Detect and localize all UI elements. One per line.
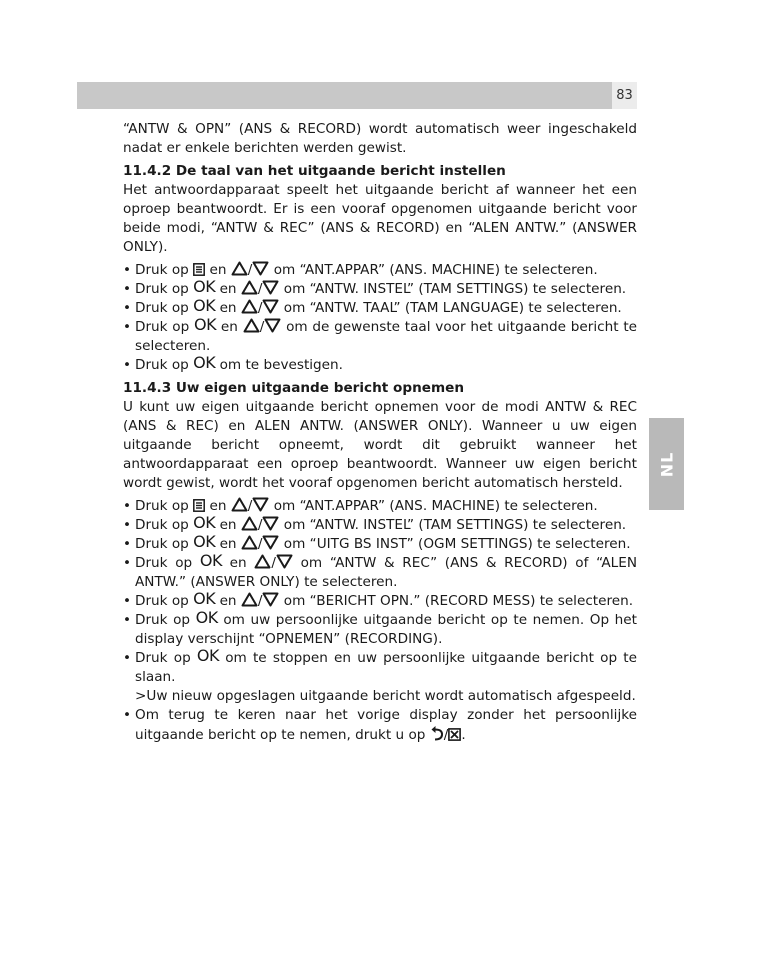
up-arrow-icon [231,261,248,276]
ok-key-label: OK [195,608,218,627]
steps-list-11-4-3 [123,497,637,687]
list-item: • Druk op OK en / om “UITG BS INST” (OGM SETTINGS) te selecteren. [123,535,637,554]
list-item: • Druk op OK en / om de gewenste taal voor het uitgaande bericht te selecteren. [123,318,637,356]
up-arrow-icon [241,535,258,550]
down-arrow-icon [252,497,269,512]
ok-key-label: OK [193,277,216,296]
down-arrow-icon [264,318,281,333]
section-body-11-4-3: U kunt uw eigen uitgaande bericht opnemen voor de modi ANTW & REC (ANS & REC) en ALEN ANTW. (ANSWER ONLY). Wanneer u uw eigen uitgaande bericht opneemt, wordt dit gebruikt wanneer het antwoordapparaat een oproep beantwoordt. Wanneer uw eigen bericht wordt gewist, wordt het vooraf opgenomen bericht automatisch hersteld. [123,399,637,491]
up-arrow-icon [241,280,258,295]
ok-key-label: OK [193,589,216,608]
section-body-11-4-2: Het antwoordapparaat speelt het uitgaande bericht af wanneer het een oproep beantwoordt. Er is een vooraf opgenomen uitgaande bericht voor beide modi, “ANTW & REC” (ANS & RECORD) en “ALEN ANTW.” (ANSWER ONLY). [123,182,637,255]
back-key-icon [430,725,444,741]
ok-key-label: OK [193,296,216,315]
ok-key-label: OK [196,646,219,665]
list-item: • Druk op OK om uw persoonlijke uitgaande bericht op te nemen. Op het display verschijnt “OPNEMEN” (RECORDING). [123,611,637,649]
page-content [123,120,637,745]
menu-key-icon [193,263,205,276]
ok-key-label: OK [193,353,216,372]
language-tab-label: NL [657,451,676,477]
up-arrow-icon [254,554,271,569]
section-heading-11-4-3: 11.4.3 Uw eigen uitgaande bericht opnemen [123,380,465,396]
header-bar [77,82,615,109]
list-item: • Druk op en / om “ANT.APPAR” (ANS. MACHINE) te selecteren. [123,261,637,280]
page-number: 83 [612,82,637,109]
list-item: • Druk op en / om “ANT.APPAR” (ANS. MACHINE) te selecteren. [123,497,637,516]
up-arrow-icon [241,516,258,531]
down-arrow-icon [276,554,293,569]
section-heading-11-4-2: 11.4.2 De taal van het uitgaande bericht instellen [123,163,506,179]
up-arrow-icon [231,497,248,512]
steps-list-11-4-3-end [123,706,637,745]
result-note: >Uw nieuw opgeslagen uitgaande bericht wordt automatisch afgespeeld. [135,688,636,704]
down-arrow-icon [262,592,279,607]
menu-key-icon [193,499,205,512]
list-item: • Druk op OK en / om “ANTW. TAAL” (TAM LANGUAGE) te selecteren. [123,299,637,318]
ok-key-label: OK [199,551,222,570]
up-arrow-icon [241,299,258,314]
ok-key-label: OK [193,513,216,532]
steps-list-11-4-2 [123,261,637,375]
delete-key-icon [448,728,461,741]
down-arrow-icon [262,535,279,550]
list-item: • Druk op OK en / om “ANTW & REC” (ANS & RECORD) of “ALEN ANTW.” (ANSWER ONLY) te selecteren. [123,554,637,592]
up-arrow-icon [241,592,258,607]
list-item: • Druk op OK en / om “BERICHT OPN.” (RECORD MESS) te selecteren. [123,592,637,611]
up-arrow-icon [243,318,260,333]
list-item: • Druk op OK om te bevestigen. [123,356,637,375]
down-arrow-icon [262,299,279,314]
list-item: • Druk op OK en / om “ANTW. INSTEL” (TAM SETTINGS) te selecteren. [123,280,637,299]
ok-key-label: OK [194,315,217,334]
ok-key-label: OK [193,532,216,551]
list-item: • Druk op OK en / om “ANTW. INSTEL” (TAM SETTINGS) te selecteren. [123,516,637,535]
down-arrow-icon [262,516,279,531]
down-arrow-icon [262,280,279,295]
intro-paragraph: “ANTW & OPN” (ANS & RECORD) wordt automatisch weer ingeschakeld nadat er enkele berichten werden gewist. [123,121,637,156]
down-arrow-icon [252,261,269,276]
language-tab [649,418,684,510]
list-item: • Om terug te keren naar het vorige display zonder het persoonlijke uitgaande bericht op te nemen, drukt u op / . [123,706,637,745]
list-item: • Druk op OK om te stoppen en uw persoonlijke uitgaande bericht op te slaan. [123,649,637,687]
